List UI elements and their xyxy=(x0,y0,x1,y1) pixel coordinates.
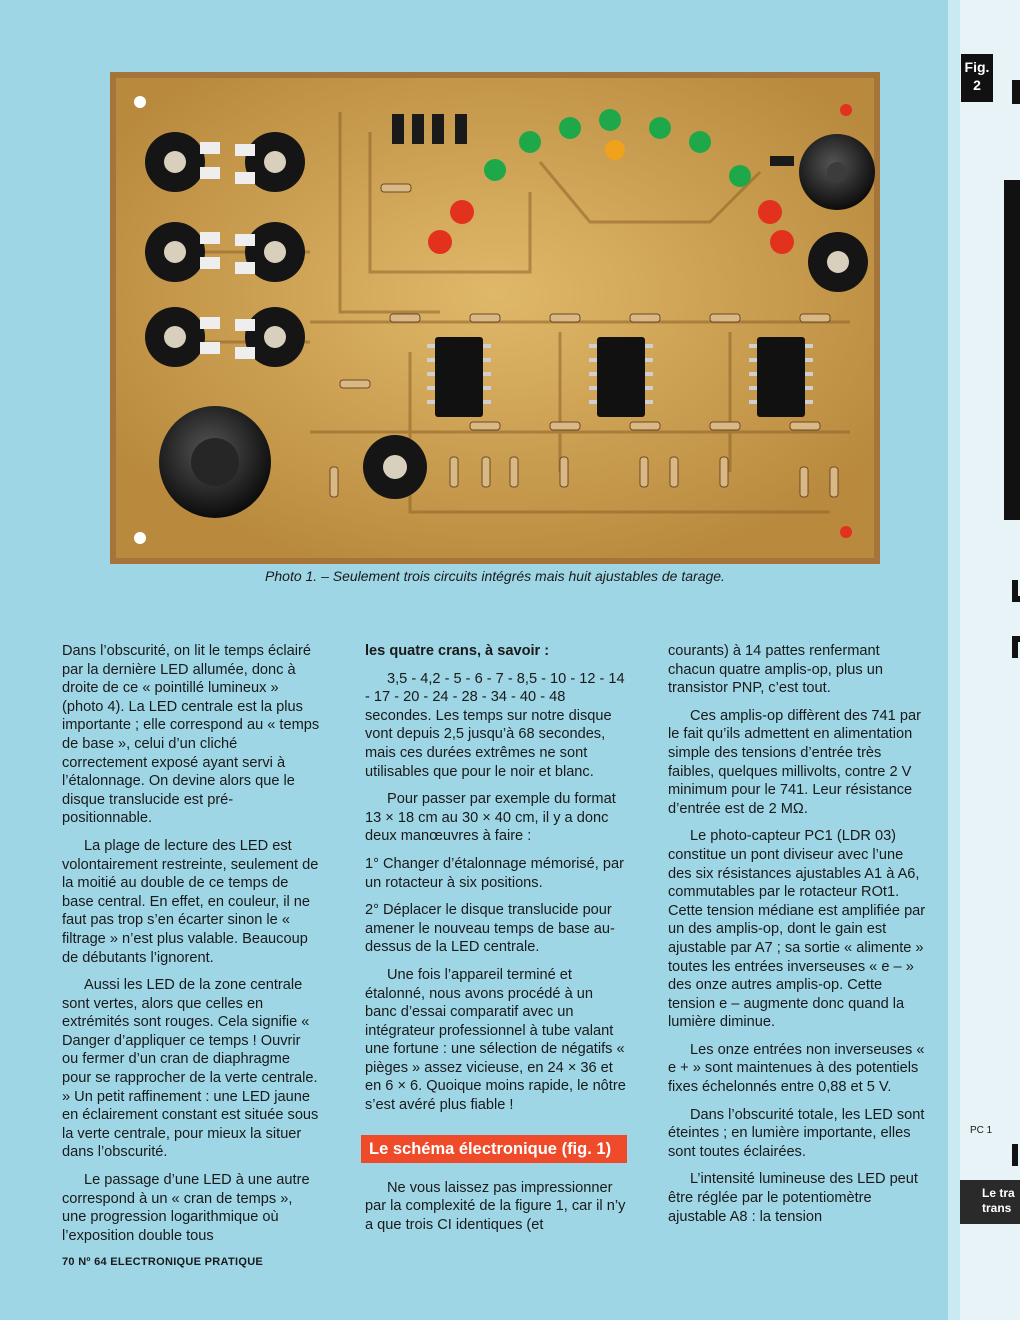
page-gutter xyxy=(948,0,960,1320)
paragraph: Ces amplis-op diffèrent des 741 par le fait qu’ils admettent en alimentation simple des tensions d’entrée très faibles, quelques millivolts, contre 2 V minimum pour le 741. Leur résistance d’entrée est de 2 MΩ. xyxy=(668,707,921,817)
schematic-stroke xyxy=(1012,636,1020,642)
paragraph: Pour passer par exemple du format 13 × 18 cm au 30 × 40 cm, il y a donc deux manœuvres à faire : xyxy=(365,791,616,845)
paragraph: Le photo-capteur PC1 (LDR 03) constitue un pont diviseur avec l’une des six résistances ajustables A1 à A6, commutables par le rotacteur ROt1. Cette tension médiane est amplifiée par un des amplis-op, dont le gain est ajustable par A7 ; sa sortie « alimente » toutes les entrées inverseuses « e – » des onze autres amplis-op. Cette tension e – augmente donc quand la lumière diminue. xyxy=(668,828,926,1031)
article-column-1 xyxy=(62,642,320,1254)
article-column-2 xyxy=(365,642,627,1243)
paragraph: Dans l’obscurité totale, les LED sont éteintes ; en lumière importante, elles sont toutes éclairées. xyxy=(668,1106,925,1160)
paragraph-lead: les quatre crans, à savoir : xyxy=(365,643,550,659)
figure-tag xyxy=(961,54,993,102)
schematic-stroke xyxy=(1012,596,1020,602)
schematic-stroke xyxy=(1012,80,1020,86)
paragraph: L’intensité lumineuse des LED peut être réglée par le potentiomètre ajustable A8 : la tension xyxy=(668,1171,918,1225)
section-heading: Le schéma électronique (fig. 1) xyxy=(361,1135,627,1163)
paragraph: 2° Déplacer le disque translucide pour amener le nouveau temps de base au-dessus de la LED centrale. xyxy=(365,902,615,956)
pcb-photo xyxy=(110,72,880,564)
figure-tag-number: 2 xyxy=(973,77,981,93)
pc1-label: PC 1 xyxy=(970,1125,993,1136)
pcb-photo-graphic xyxy=(110,72,880,564)
paragraph: Dans l’obscurité, on lit le temps éclairé par la dernière LED allumée, donc à droite de ce « pointillé lumineux » (photo 4). La LED centrale est la plus importante ; elle correspond au « temps de base », celui d’un cliché correctement exposé ayant servi à l’étalonnage. On devine alors que le disque translucide est pré-positionnable. xyxy=(62,643,320,827)
paragraph: Les onze entrées non inverseuses « e + » sont maintenues à des potentiels fixes échelonnés entre 0,88 et 5 V. xyxy=(668,1041,925,1096)
schematic-stroke xyxy=(1012,1144,1018,1166)
adjacent-page xyxy=(960,0,1020,1320)
adjacent-caption-line: trans xyxy=(982,1201,1012,1215)
schematic-fragment xyxy=(1004,180,1020,520)
paragraph: courants) à 14 pattes renfermant chacun quatre amplis-op, plus un transistor PNP, c’est tout. xyxy=(668,643,883,697)
paragraph: Une fois l’appareil terminé et étalonné, nous avons procédé à un banc d’essai comparatif avec un intégrateur professionnel à tube valant une fortune : une sélection de négatifs « pièges » assez vicieuse, en 24 × 36 et en 6 × 6. Quoique moins rapide, le nôtre s’est avéré plus fiable ! xyxy=(365,966,626,1114)
paragraph: Le passage d’une LED à une autre correspond à un « cran de temps », une progression logarithmique où l’exposition double tous xyxy=(62,1172,310,1244)
paragraph: 3,5 - 4,2 - 5 - 6 - 7 - 8,5 - 10 - 12 - 14 - 17 - 20 - 24 - 28 - 34 - 40 - 48 secondes. Les temps sur notre disque vont depuis 2,5 jusqu’à 68 secondes, mais ces durées extrêmes ne sont utilisables que pour le noir et blanc. xyxy=(365,670,625,780)
photo-caption: Photo 1. – Seulement trois circuits intégrés mais huit ajustables de tarage. xyxy=(265,568,725,584)
paragraph: La plage de lecture des LED est volontairement restreinte, seulement de la moitié au double de ce temps de base central. En effet, en couleur, il ne faut pas trop s’en écarter sinon le « filtrage » n’est plus valable. Beaucoup de débutants l’ignorent. xyxy=(62,837,319,966)
figure-tag-label: Fig. xyxy=(964,59,990,75)
paragraph: 1° Changer d’étalonnage mémorisé, par un rotacteur à six positions. xyxy=(365,855,624,891)
paragraph: Ne vous laissez pas impressionner par la complexité de la figure 1, car il n’y a que trois CI identiques (et xyxy=(365,1179,626,1233)
page-footer: 70 Nº 64 ELECTRONIQUE PRATIQUE xyxy=(62,1256,264,1268)
adjacent-caption-bar xyxy=(960,1180,1020,1224)
paragraph: Aussi les LED de la zone centrale sont vertes, alors que celles en extrémités sont rouges. Cela signifie « Danger d’appliquer ce temps ! Ouvrir ou fermer d’un cran de diaphragme pour se rapprocher de la verte centrale. » Un petit raffinement : une LED jaune en éclairement constant est située sous la verte centrale, pour mieux la situer dans l’obscurité. xyxy=(62,977,319,1161)
adjacent-caption-line: Le tra xyxy=(982,1186,1015,1200)
article-column-3 xyxy=(668,642,930,1235)
